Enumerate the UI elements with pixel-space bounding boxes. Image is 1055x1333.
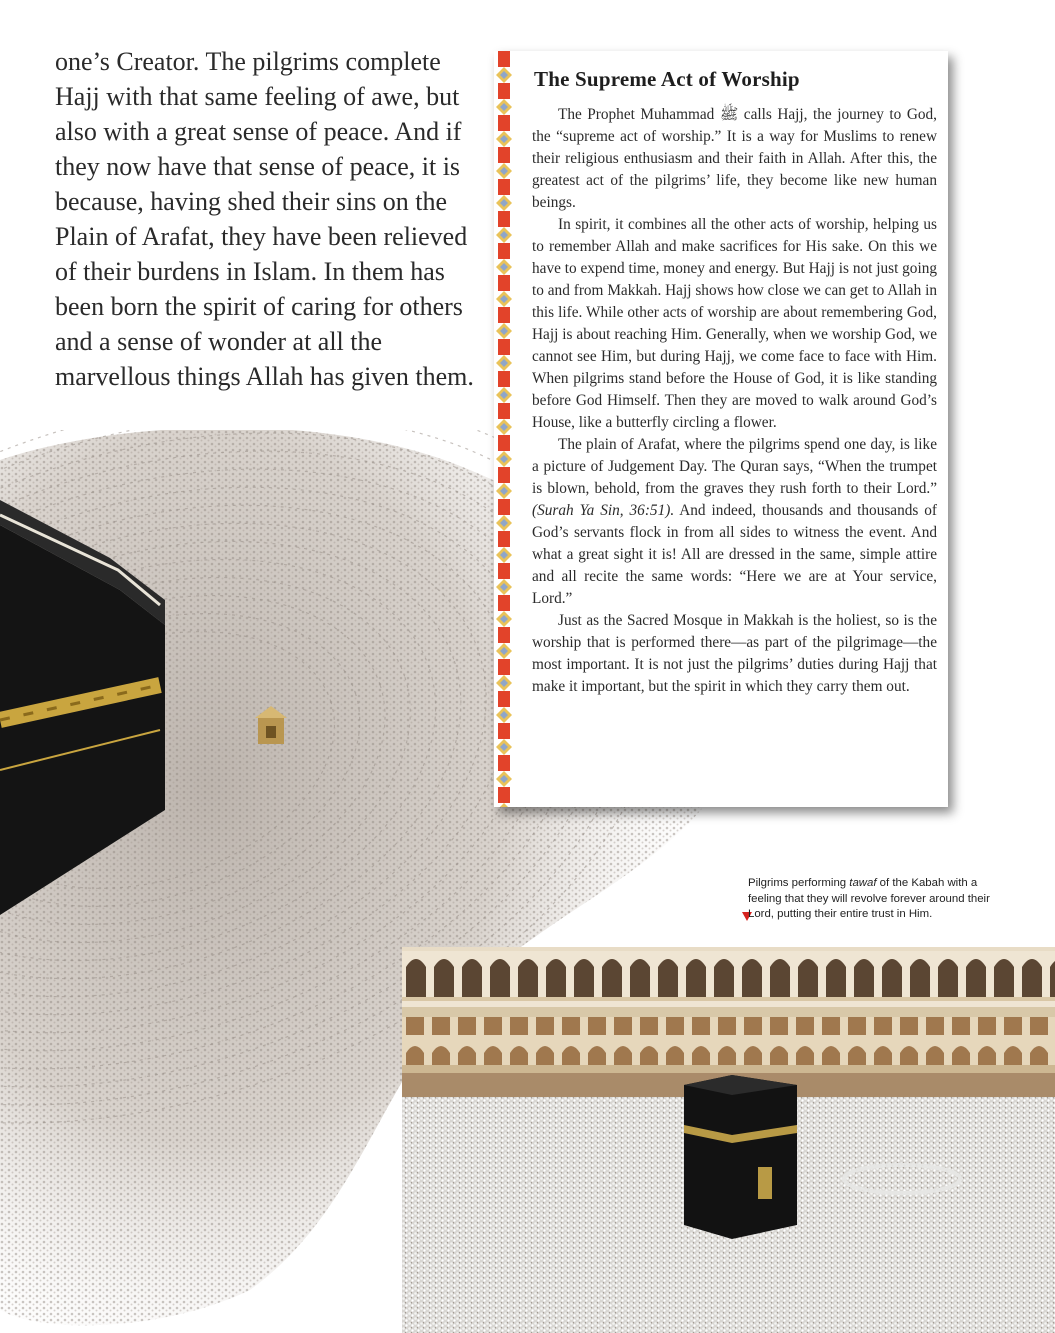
- border-block: [498, 435, 510, 451]
- border-block: [498, 243, 510, 259]
- border-block: [498, 499, 510, 515]
- border-block: [498, 627, 510, 643]
- border-block: [498, 595, 510, 611]
- border-block: [498, 723, 510, 739]
- border-block: [498, 371, 510, 387]
- border-block: [498, 691, 510, 707]
- border-block: [498, 563, 510, 579]
- kabah-photo: [402, 947, 1055, 1333]
- sidebar-body: [532, 104, 937, 698]
- sidebar-paragraph-3: [532, 434, 937, 610]
- sidebar-paragraph-2: In spirit, it combines all the other acts of worship, helping us to remember Allah and make sacrifices for His sake. On this we have to expend time, money and energy. But Hajj is not just going to and from Makkah. Hajj shows how close we can get to Allah in this life. While other acts of worship are about remembering God, Hajj is about reaching Him. Generally, when we worship God, we cannot see Him, but during Hajj, we come face to face with Him. When pilgrims stand before the House of God, it is like standing before God Himself. Then they are moved to walk around God’s House, like a butterfly circling a flower.: [532, 216, 937, 431]
- border-block: [498, 339, 510, 355]
- border-block: [498, 83, 510, 99]
- border-block: [498, 147, 510, 163]
- sidebar-paragraph-1: The Prophet Muhammad ﷺ calls Hajj, the journey to God, the “supreme act of worship.” It is a way for Muslims to renew their religious enthusiasm and their faith in Allah. After this, the greatest act of the pilgrims’ life, they become like new human beings.: [532, 106, 937, 211]
- border-block: [498, 755, 510, 771]
- border-block: [498, 51, 510, 67]
- border-block: [498, 307, 510, 323]
- sidebar-paragraph-4: Just as the Sacred Mosque in Makkah is the holiest, so is the worship that is performed there—as part of the pilgrimage—the most important. It is not just the pilgrims’ duties during Hajj that make it important, but the spirit in which they carry them out.: [532, 612, 937, 695]
- sidebar-title: The Supreme Act of Worship: [534, 67, 800, 91]
- border-diamond: [496, 803, 512, 807]
- border-block: [498, 787, 510, 803]
- intro-paragraph: one’s Creator. The pilgrims complete Hajj with that same feeling of awe, but also with a great sense of peace. And if they now have that sense of peace, it is because, having shed their sins on the Plain of Arafat, they have been relieved of their burdens in Islam. In them has been born the spirit of caring for others and a sense of wonder at all the marvellous things Allah has given them.: [55, 47, 474, 391]
- kabah-photo-building: [684, 1075, 797, 1239]
- border-block: [498, 275, 510, 291]
- border-block: [498, 659, 510, 675]
- decorative-border-strip: [494, 51, 514, 807]
- border-block: [498, 211, 510, 227]
- sidebar-box: [494, 51, 948, 807]
- border-block: [498, 531, 510, 547]
- border-block: [498, 467, 510, 483]
- quran-reference: (Surah Ya Sin, 36:51).: [532, 502, 675, 519]
- quran-quote: The plain of Arafat, where the pilgrims spend one day, is like a picture of Judgement Day. The Quran says, “When the trumpet is blown, behold, from the graves they rush forth to their Lord.”: [532, 436, 937, 497]
- photo-caption: Pilgrims performing tawaf of the Kabah with a feeling that they will revolve forever around their Lord, putting their entire trust in Him.: [748, 877, 990, 920]
- border-block: [498, 115, 510, 131]
- arafat-continuation: And indeed, thousands and thousands of God’s servants flock in from all sides to witness the event. And what a great sight it is! All are dressed in the same, simple attire and all recite the same words: “Here we are at Your service, Lord.”: [532, 502, 937, 607]
- border-block: [498, 403, 510, 419]
- border-block: [498, 179, 510, 195]
- caption-term: tawaf: [849, 877, 877, 889]
